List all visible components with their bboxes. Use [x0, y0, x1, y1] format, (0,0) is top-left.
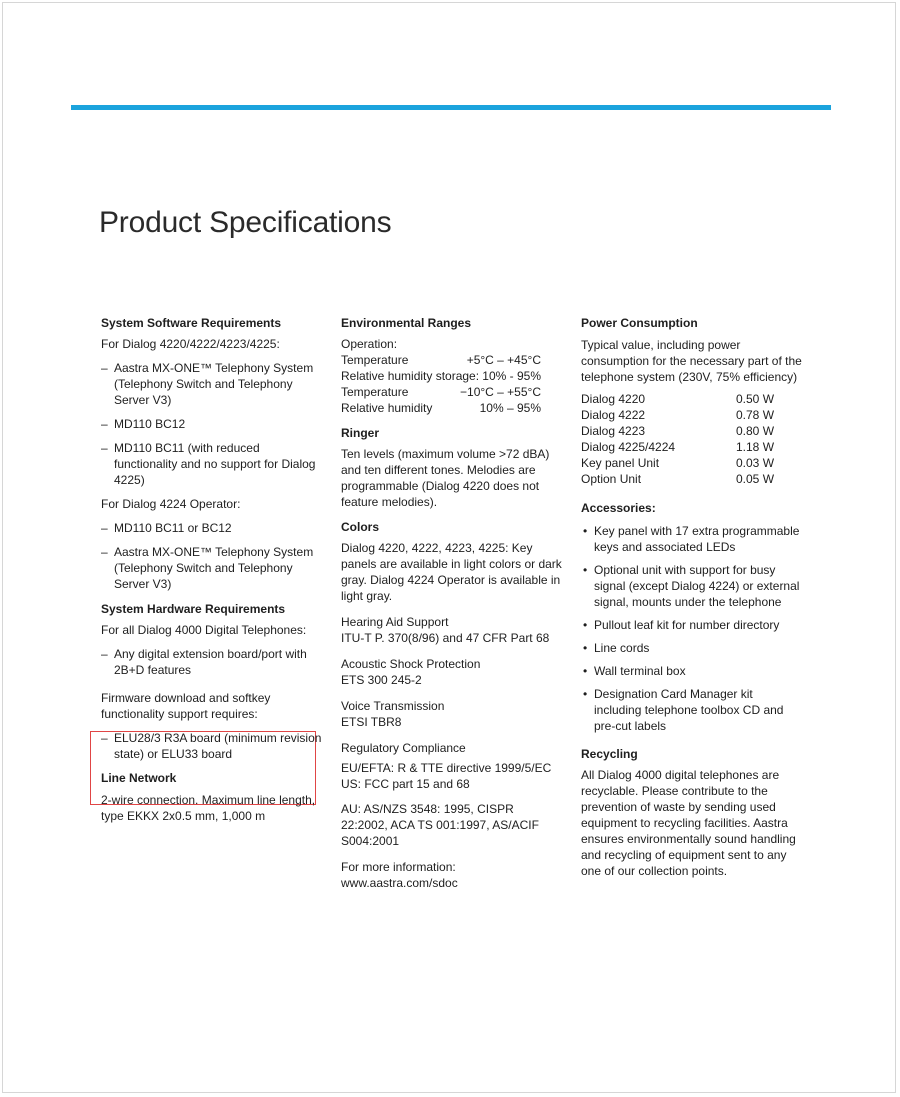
system-software-intro-operator: For Dialog 4224 Operator:	[101, 497, 241, 511]
power-label: Dialog 4222	[581, 408, 646, 422]
list-item-text: Wall terminal box	[594, 664, 686, 678]
list-item: – Any digital extension board/port with 2B+D features	[101, 647, 307, 677]
voice-transmission-text: ETSI TBR8	[341, 715, 402, 729]
hearing-aid-text: ITU-T P. 370(8/96) and 47 CFR Part 68	[341, 631, 550, 645]
list-item: • Pullout leaf kit for number directory	[583, 618, 780, 632]
page-title: Product Specifications	[99, 206, 392, 239]
env-label: Temperature	[341, 353, 409, 367]
table-row	[581, 407, 803, 423]
power-label: Dialog 4225/4224	[581, 440, 676, 454]
power-label: Key panel Unit	[581, 456, 660, 470]
list-item: – Aastra MX-ONE™ Telephony System (Telephony Switch and Telephony Server V3)	[101, 545, 314, 591]
colors-text: Dialog 4220, 4222, 4223, 4225: Key panels are available in light colors or dark gray. Dialog 4224 Operator is available in light gray.	[341, 541, 562, 603]
list-item: – ELU28/3 R3A board (minimum revision state) or ELU33 board	[101, 731, 322, 761]
recycling-heading: Recycling	[581, 747, 638, 761]
system-hardware-heading: System Hardware Requirements	[101, 602, 286, 616]
more-info-url: www.aastra.com/sdoc	[341, 876, 458, 890]
regulatory-au: AU: AS/NZS 3548: 1995, CISPR 22:2002, ACA TS 001:1997, AS/ACIF S004:2001	[341, 802, 539, 848]
list-item: – Aastra MX-ONE™ Telephony System (Telephony Switch and Telephony Server V3)	[101, 361, 314, 407]
list-item-text: Aastra MX-ONE™ Telephony System (Telephony Switch and Telephony Server V3)	[114, 361, 314, 407]
table-row	[581, 455, 803, 471]
list-item: • Key panel with 17 extra programmable keys and associated LEDs	[583, 524, 800, 554]
environmental-heading: Environmental Ranges	[341, 316, 472, 330]
power-table	[581, 391, 803, 487]
list-item-text: MD110 BC11 or BC12	[114, 521, 232, 535]
recycling-text: All Dialog 4000 digital telephones are recyclable. Please contribute to the prevention of waste by sending used equipment to recycling facilities. Aastra ensures environmentally sound handling and recycling of equipment sent to any one of our collection points.	[581, 768, 796, 878]
list-item-text: Designation Card Manager kit including telephone toolbox CD and pre-cut labels	[594, 687, 784, 733]
list-item-text: MD110 BC11 (with reduced functionality and no support for Dialog 4225)	[114, 441, 316, 487]
voice-transmission-title: Voice Transmission	[341, 699, 445, 713]
acoustic-shock-title: Acoustic Shock Protection	[341, 657, 481, 671]
table-row	[581, 471, 803, 487]
regulatory-eu: EU/EFTA: R & TTE directive 1999/5/EC	[341, 761, 552, 775]
env-label: Temperature	[341, 385, 409, 399]
power-label: Dialog 4223	[581, 424, 646, 438]
list-item: – MD110 BC11 or BC12	[101, 521, 232, 535]
power-value: 1.18 W	[736, 440, 775, 454]
list-item-text: MD110 BC12	[114, 417, 186, 431]
colors-heading: Colors	[341, 520, 380, 534]
table-row	[341, 368, 541, 384]
list-item: • Line cords	[583, 641, 650, 655]
ringer-text: Ten levels (maximum volume >72 dBA) and ten different tones. Melodies are programmable (Dialog 4220 does not feature melodies).	[341, 447, 550, 509]
env-label: Relative humidity storage:	[341, 369, 480, 383]
more-info-title: For more information:	[341, 860, 456, 874]
power-label: Dialog 4220	[581, 392, 646, 406]
system-hardware-intro: For all Dialog 4000 Digital Telephones:	[101, 623, 307, 637]
env-value: −10°C – +55°C	[460, 385, 541, 399]
list-item-text: Aastra MX-ONE™ Telephony System (Telephony Switch and Telephony Server V3)	[114, 545, 314, 591]
regulatory-title: Regulatory Compliance	[341, 741, 466, 755]
column-environment	[341, 315, 563, 891]
list-item: • Optional unit with support for busy signal (except Dialog 4224) or external signal, mounts under the telephone	[583, 563, 800, 609]
list-item: – MD110 BC11 (with reduced functionality and no support for Dialog 4225)	[101, 441, 316, 487]
table-row	[581, 423, 803, 439]
table-row	[581, 391, 803, 407]
firmware-text: Firmware download and softkey functionality support requires:	[101, 691, 271, 721]
header-accent-rule	[71, 105, 831, 110]
list-item-text: Key panel with 17 extra programmable keys and associated LEDs	[594, 524, 800, 554]
list-item: • Wall terminal box	[583, 664, 686, 678]
list-item: – MD110 BC12	[101, 417, 186, 431]
hearing-aid-title: Hearing Aid Support	[341, 615, 449, 629]
column-power-accessories	[581, 315, 803, 879]
power-value: 0.50 W	[736, 392, 775, 406]
table-row	[341, 400, 541, 416]
column-system-requirements	[101, 315, 323, 824]
power-value: 0.78 W	[736, 408, 775, 422]
list-item-text: Optional unit with support for busy signal (except Dialog 4224) or external signal, mounts under the telephone	[594, 563, 800, 609]
power-heading: Power Consumption	[581, 316, 698, 330]
acoustic-shock-text: ETS 300 245-2	[341, 673, 422, 687]
ringer-heading: Ringer	[341, 426, 380, 440]
env-value: +5°C – +45°C	[466, 353, 541, 367]
list-item-text: Line cords	[594, 641, 650, 655]
accessories-heading: Accessories:	[581, 501, 656, 515]
power-label: Option Unit	[581, 472, 642, 486]
power-value: 0.03 W	[736, 456, 775, 470]
line-network-heading: Line Network	[101, 771, 177, 785]
power-intro: Typical value, including power consumption for the necessary part of the telephone system (230V, 75% efficiency)	[581, 338, 802, 384]
table-row	[581, 439, 803, 455]
table-row	[341, 352, 541, 368]
list-item-text: Pullout leaf kit for number directory	[594, 618, 780, 632]
env-value: 10% – 95%	[479, 401, 541, 415]
line-network-text: 2-wire connection. Maximum line length, type EKKX 2x0.5 mm, 1,000 m	[101, 793, 316, 823]
list-item-text: Any digital extension board/port with 2B+D features	[114, 647, 307, 677]
table-row	[341, 384, 541, 400]
env-label: Relative humidity	[341, 401, 433, 415]
power-value: 0.80 W	[736, 424, 775, 438]
list-item: • Designation Card Manager kit including telephone toolbox CD and pre-cut labels	[583, 687, 784, 733]
env-value: 10% - 95%	[482, 369, 541, 383]
system-software-heading: System Software Requirements	[101, 316, 282, 330]
environmental-operation-label: Operation:	[341, 337, 398, 351]
system-software-intro: For Dialog 4220/4222/4223/4225:	[101, 337, 280, 351]
regulatory-us: US: FCC part 15 and 68	[341, 777, 470, 791]
document-page	[2, 2, 896, 1093]
power-value: 0.05 W	[736, 472, 775, 486]
list-item-text: ELU28/3 R3A board (minimum revision state) or ELU33 board	[114, 731, 322, 761]
